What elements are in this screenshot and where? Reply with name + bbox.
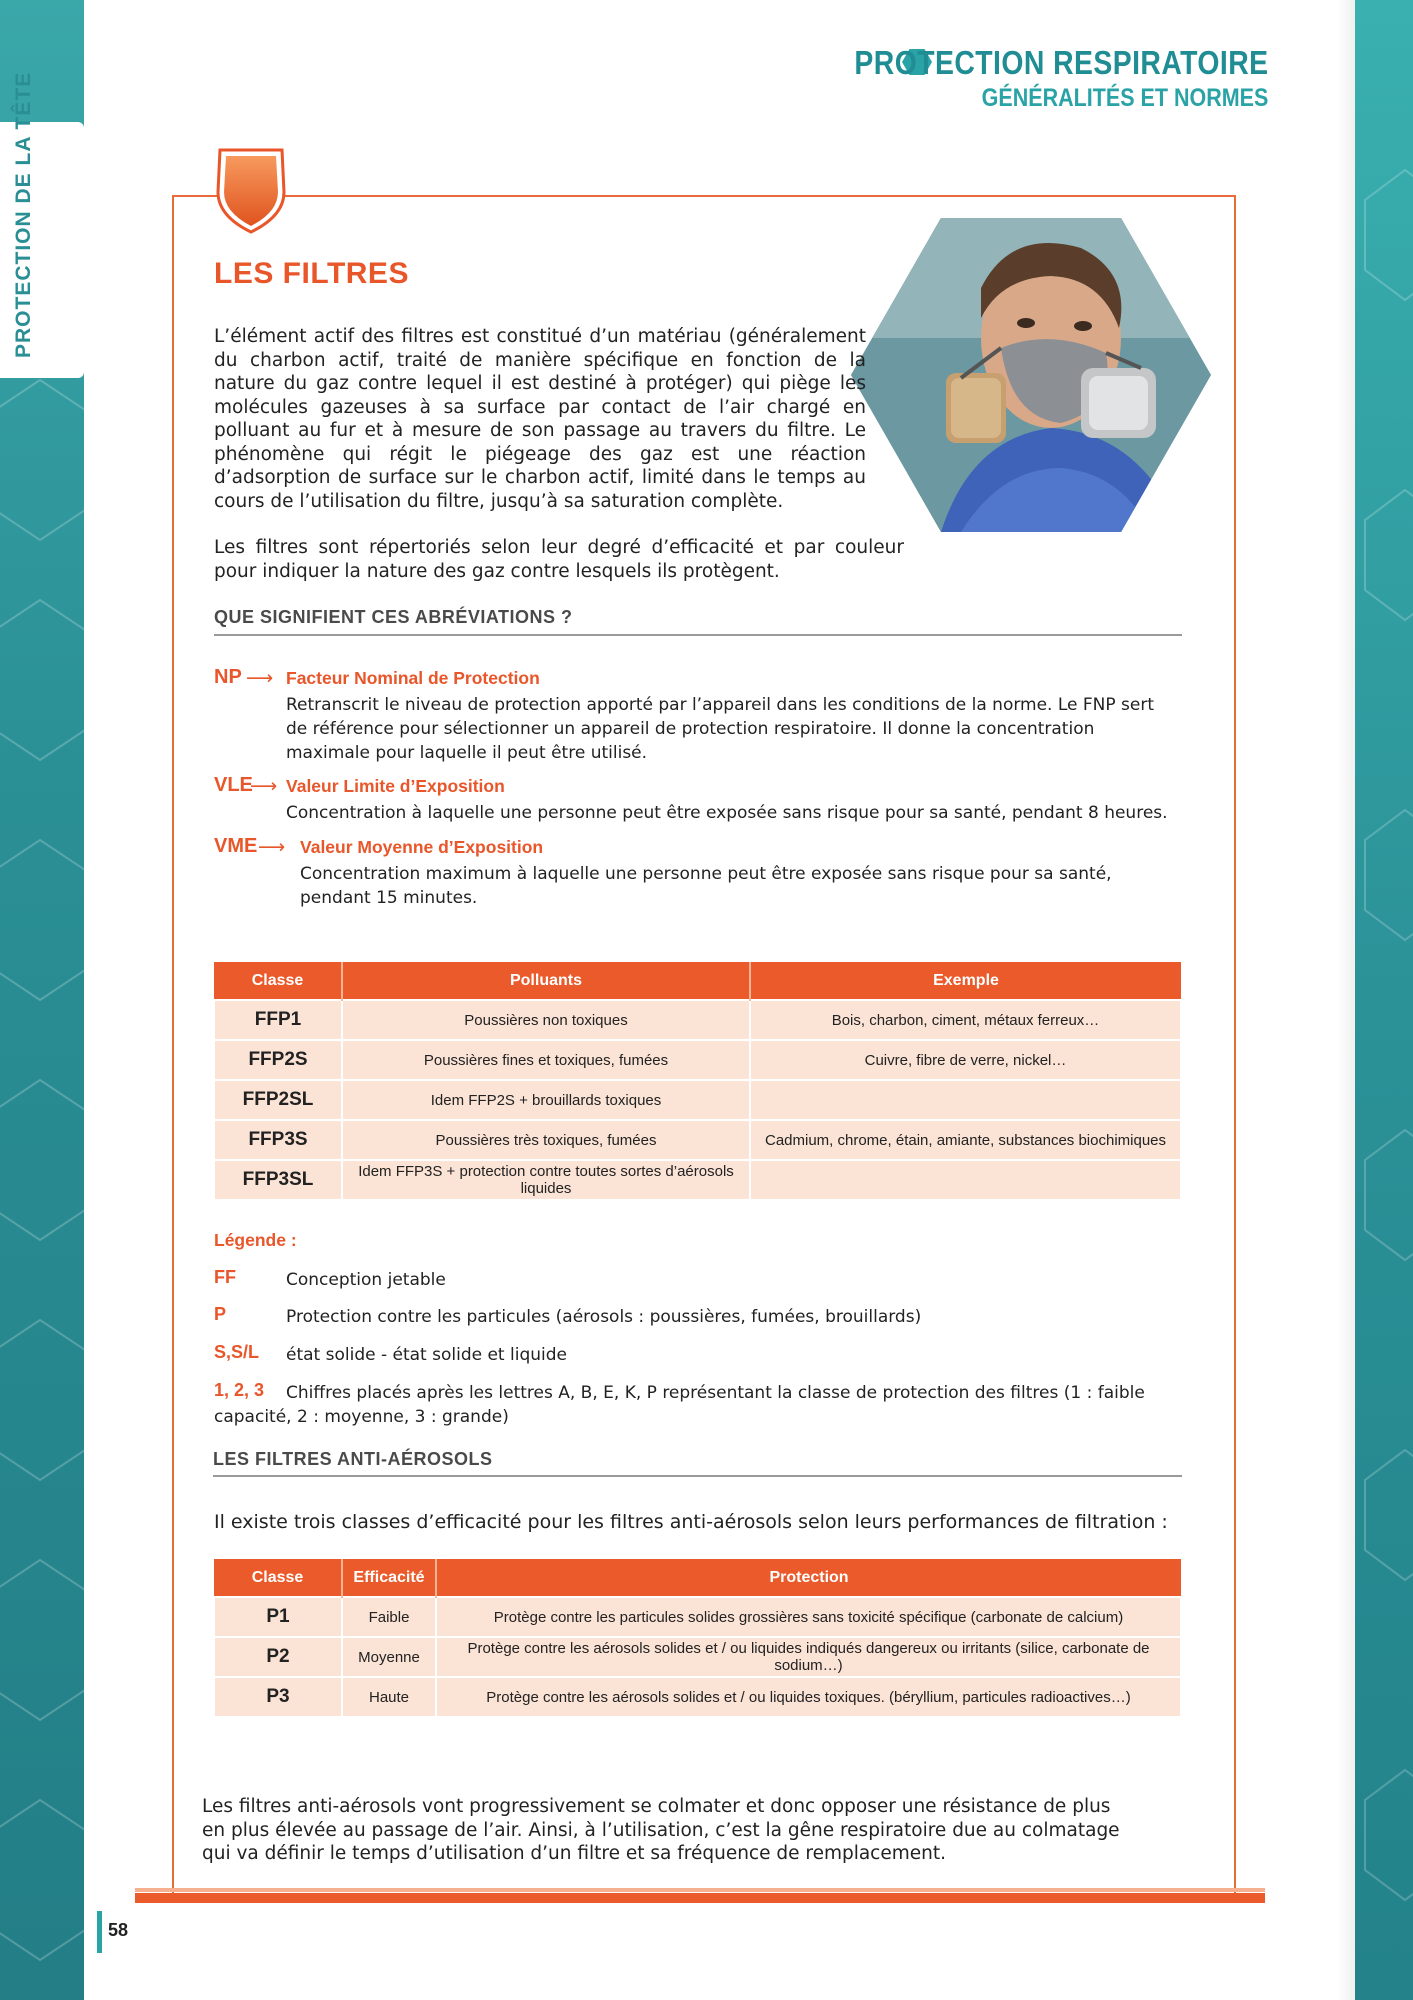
abbreviation-item (214, 835, 1174, 915)
table-cell (750, 1080, 1181, 1120)
table-cell: FFP2S (214, 1040, 342, 1080)
table-cell: Idem FFP3S + protection contre toutes sortes d’aérosols liquides (342, 1160, 750, 1200)
section-title: LES FILTRES (214, 257, 409, 290)
table-cell: Poussières non toxiques (342, 1000, 750, 1040)
table-cell: Poussières fines et toxiques, fumées (342, 1040, 750, 1080)
legend-code: 1, 2, 3 (214, 1380, 265, 1400)
table-cell: FFP3S (214, 1120, 342, 1160)
abbreviation-code: VLE (214, 774, 253, 796)
table-row (214, 1677, 1181, 1717)
table-row (214, 1040, 1181, 1080)
filter-classes-table (213, 962, 1182, 1201)
table-cell: Poussières très toxiques, fumées (342, 1120, 750, 1160)
page-subtitle: GÉNÉRALITÉS ET NORMES (981, 84, 1268, 112)
abbreviation-definition: Retranscrit le niveau de protection apporté par l’appareil dans les conditions de la norme. Le FNP sert de référence pour sélectionner un appareil de protection respiratoire. Il donne la concentration maximale pour laquelle il peut être utilisé. (286, 695, 1155, 763)
table-cell: Cadmium, chrome, étain, amiante, substances biochimiques (750, 1120, 1181, 1160)
table-row (214, 1597, 1181, 1637)
legend-code: P (214, 1304, 227, 1324)
page-title: PROTECTION RESPIRATOIRE (853, 44, 1268, 81)
right-decorative-band (1355, 0, 1413, 2000)
bottom-accent-line (135, 1888, 1265, 1892)
abbreviations-title: QUE SIGNIFIENT CES ABRÉVIATIONS ? (214, 607, 573, 627)
aerosol-classes-table (213, 1559, 1182, 1718)
table-cell: FFP3SL (214, 1160, 342, 1200)
arrow-right-icon: ⟶ (250, 775, 278, 797)
aerosols-intro: Il existe trois classes d’efficacité pour les filtres anti-aérosols selon leurs performances de filtration : (214, 1511, 1168, 1533)
table-row (214, 1160, 1181, 1200)
column-header: Polluants (342, 962, 750, 1000)
arrow-right-icon: ⟶ (258, 836, 286, 858)
abbreviation-item (214, 666, 1174, 766)
table-cell: Faible (342, 1597, 436, 1637)
table-cell: P1 (214, 1597, 342, 1637)
table-cell: FFP2SL (214, 1080, 342, 1120)
aerosols-title: LES FILTRES ANTI-AÉROSOLS (213, 1449, 493, 1469)
legend-text: Chiffres placés après les lettres A, B, E, K, P représentant la classe de protection des filtres (1 : faible capacité, 2 : moyenne, 3 : grande) (214, 1383, 1145, 1427)
table-row (214, 1637, 1181, 1677)
legend-text: état solide - état solide et liquide (286, 1345, 567, 1365)
abbreviation-term: Valeur Moyenne d’Exposition (300, 837, 544, 857)
intro-paragraph-2: Les filtres sont répertoriés selon leur degré d’efficacité et par couleur pour indiquer la nature des gaz contre lesquels ils protègent. (214, 537, 904, 582)
table-cell: Haute (342, 1677, 436, 1717)
table-cell: Protège contre les aérosols solides et / ou liquides toxiques. (béryllium, particules radioactives…) (436, 1677, 1181, 1717)
legend-title: Légende : (214, 1230, 297, 1250)
bottom-accent-bar (135, 1893, 1265, 1903)
abbreviation-item (214, 774, 1174, 834)
table-cell: Moyenne (342, 1637, 436, 1677)
page-number: 58 (108, 1920, 129, 1940)
column-header: Classe (214, 962, 342, 1000)
shield-icon (214, 146, 288, 234)
section-divider (214, 634, 1182, 636)
legend-code: S,S/L (214, 1342, 260, 1362)
intro-paragraph: L’élément actif des filtres est constitué d’un matériau (généralement du charbon actif, traité de manière spécifique en fonction de la nature du gaz contre lequel il est destiné à protéger) qui piège les molécules gazeuses à sa surface par contact de l’air chargé en polluant au fur et à mesure de son passage au travers du filtre. Le phénomène qui régit le piégeage des gaz est une réaction d’adsorption de surface sur le charbon actif, limité dans le temps au cours de l’utilisation du filtre, jusqu’à sa saturation complète. (214, 326, 866, 512)
table-cell: FFP1 (214, 1000, 342, 1040)
table-cell: Idem FFP2S + brouillards toxiques (342, 1080, 750, 1120)
table-cell: P3 (214, 1677, 342, 1717)
table-row (214, 1000, 1181, 1040)
column-header: Protection (436, 1559, 1181, 1597)
closing-paragraph: Les filtres anti-aérosols vont progressivement se colmater et donc opposer une résistance de plus en plus élevée au passage de l’air. Ainsi, à l’utilisation, c’est la gêne respiratoire due au colmatage qui va définir le temps d’utilisation d’un filtre et sa fréquence de remplacement. (202, 1796, 1120, 1864)
right-band-shadow (1337, 0, 1355, 2000)
table-row (214, 1080, 1181, 1120)
table-header-row (214, 1559, 1181, 1597)
table-cell: P2 (214, 1637, 342, 1677)
legend-text: Protection contre les particules (aérosols : poussières, fumées, brouillards) (286, 1307, 922, 1327)
column-header: Classe (214, 1559, 342, 1597)
page-number-marker (97, 1911, 102, 1953)
abbreviation-term: Facteur Nominal de Protection (286, 668, 540, 688)
legend-text: Conception jetable (286, 1270, 446, 1290)
column-header: Exemple (750, 962, 1181, 1000)
table-cell (750, 1160, 1181, 1200)
section-divider (213, 1475, 1182, 1477)
legend-code: FF (214, 1267, 236, 1287)
arrow-right-icon: ⟶ (246, 667, 274, 689)
abbreviation-code: NP (214, 666, 242, 688)
abbreviation-term: Valeur Limite d’Exposition (286, 776, 505, 796)
abbreviation-code: VME (214, 835, 258, 857)
table-header-row (214, 962, 1181, 1000)
abbreviation-definition: Concentration maximum à laquelle une personne peut être exposée sans risque pour sa santé, pendant 15 minutes. (300, 864, 1112, 908)
table-cell: Protège contre les aérosols solides et / ou liquides indiqués dangereux ou irritants (silice, carbonate de sodium…) (436, 1637, 1181, 1677)
abbreviation-definition: Concentration à laquelle une personne peut être exposée sans risque pour sa santé, pendant 8 heures. (286, 803, 1168, 823)
table-cell: Protège contre les particules solides grossières sans toxicité spécifique (carbonate de calcium) (436, 1597, 1181, 1637)
table-cell: Bois, charbon, ciment, métaux ferreux… (750, 1000, 1181, 1040)
hexagon-pattern-right (1355, 0, 1413, 2000)
table-row (214, 1120, 1181, 1160)
table-cell: Cuivre, fibre de verre, nickel… (750, 1040, 1181, 1080)
column-header: Efficacité (342, 1559, 436, 1597)
side-tab-label: PROTECTION DE LA TÊTE (12, 71, 35, 358)
